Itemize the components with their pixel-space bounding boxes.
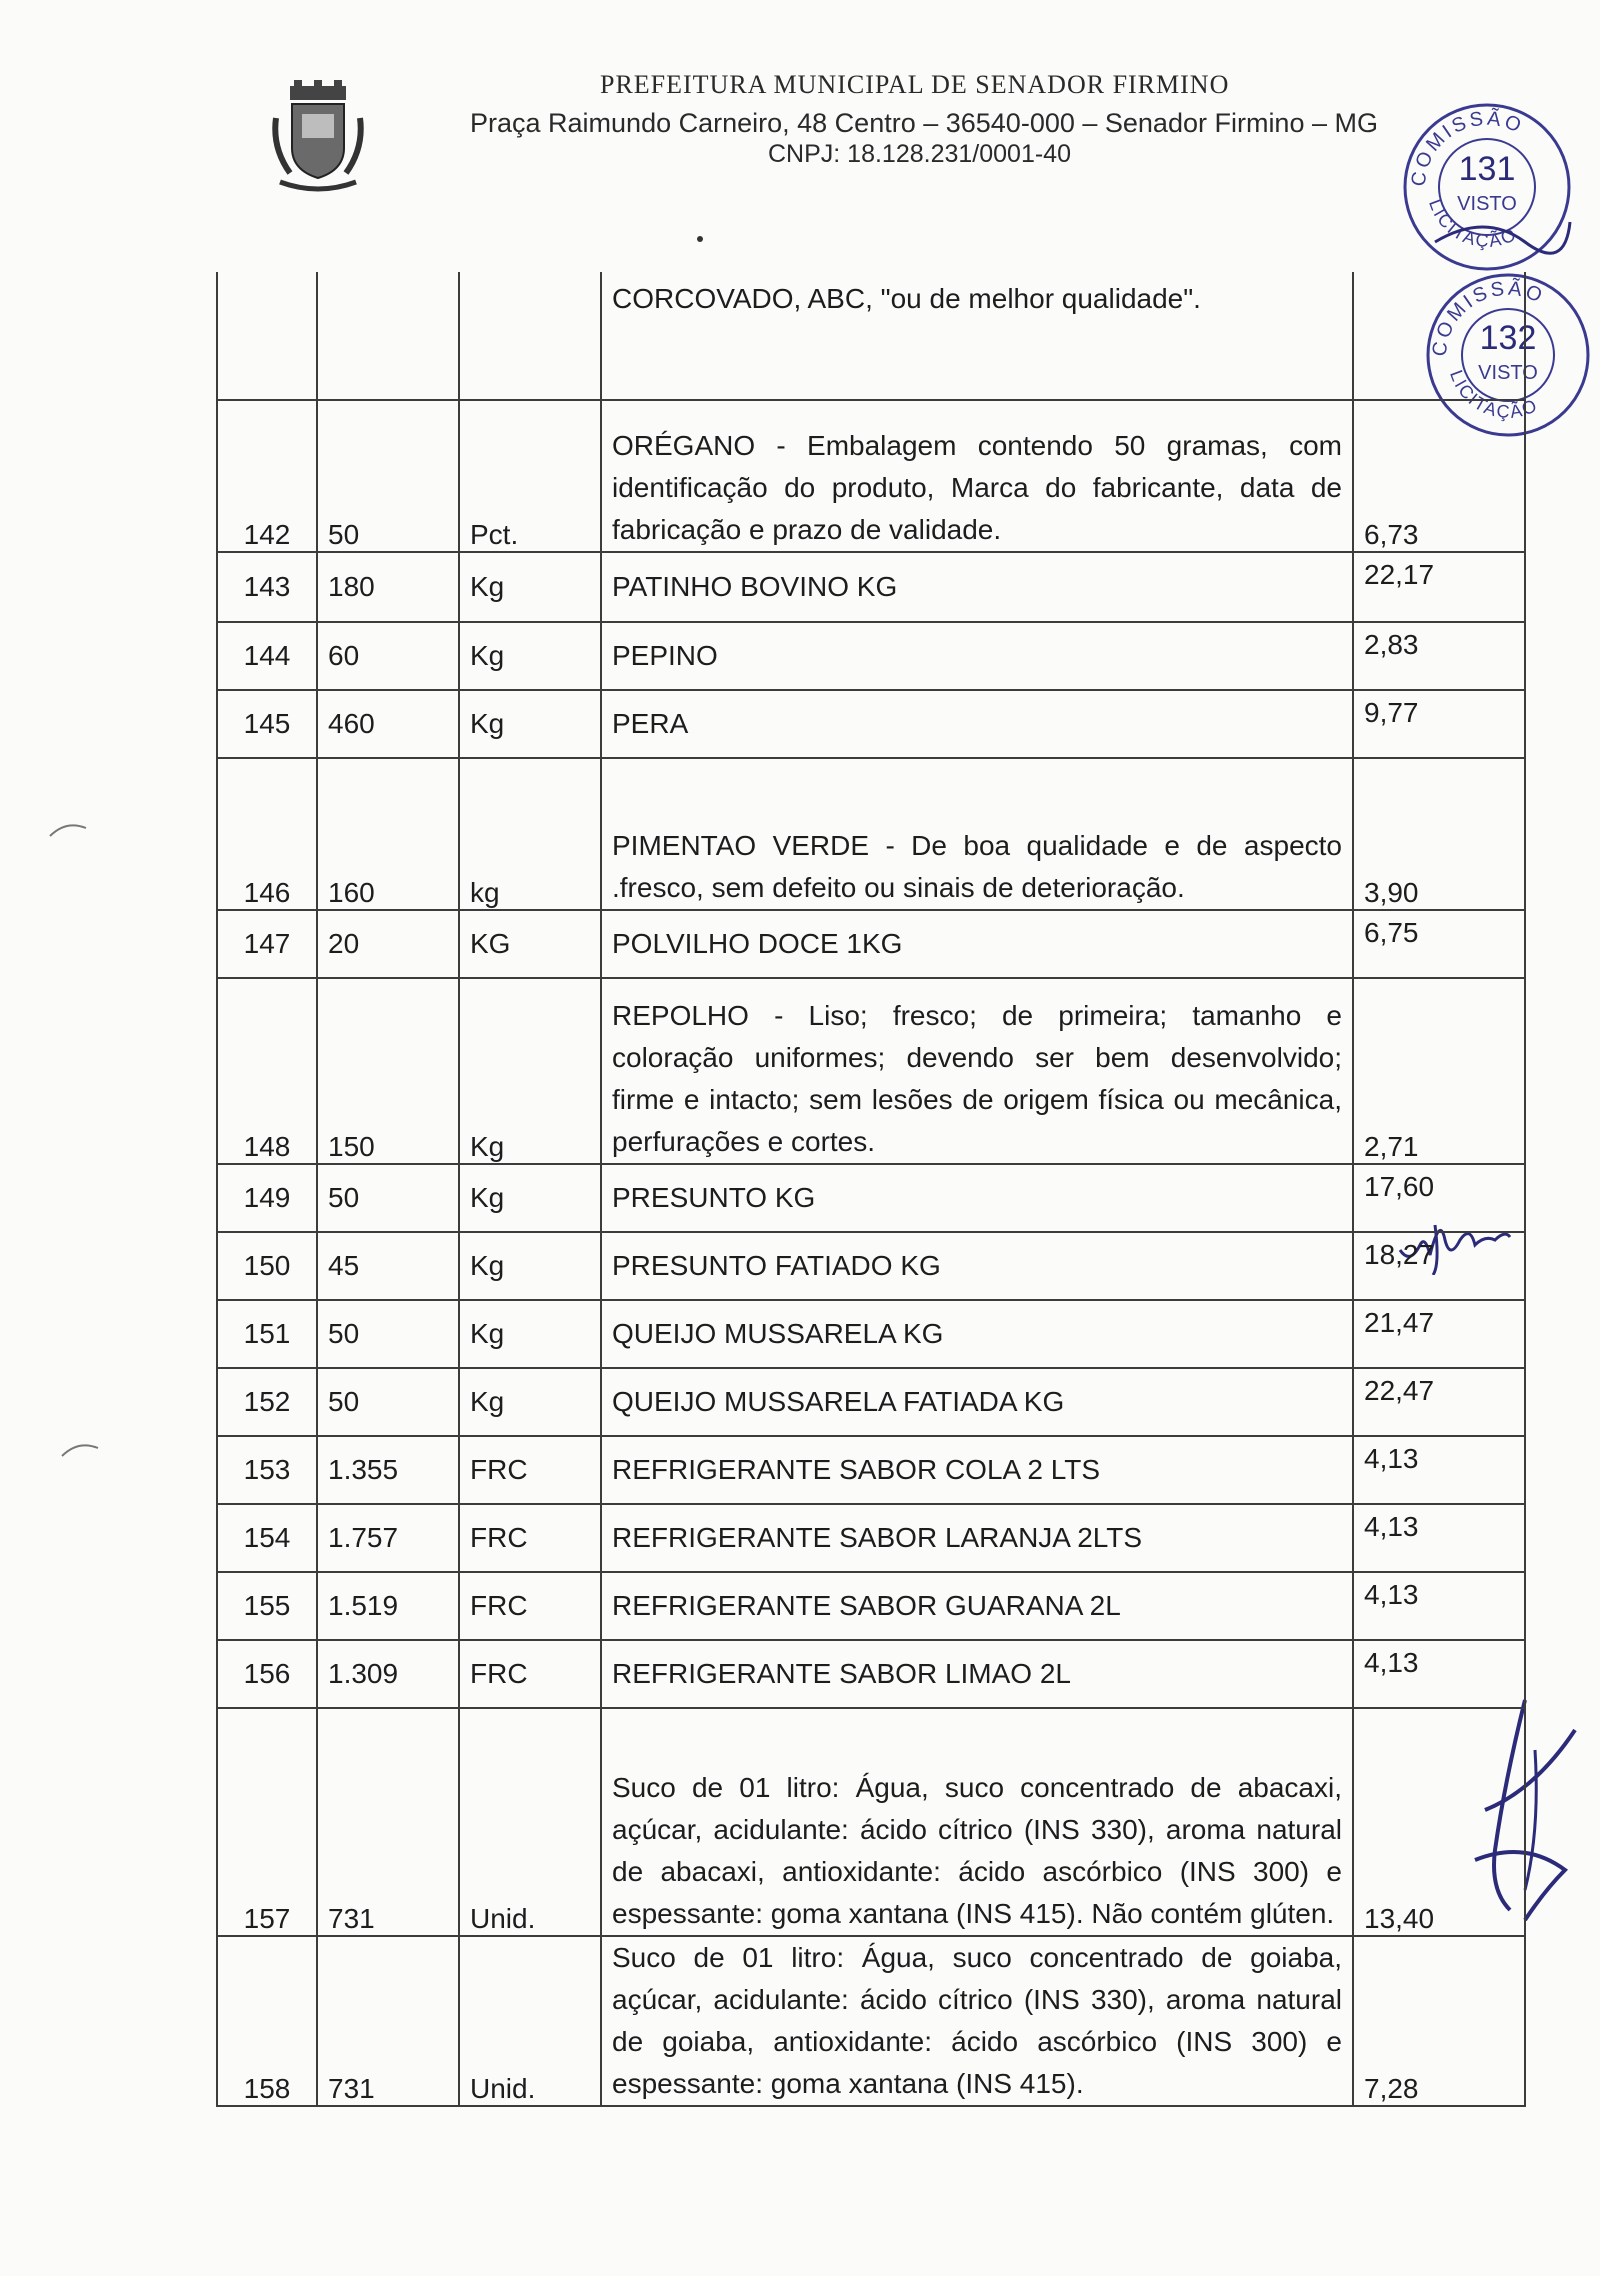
item-quantity: 50 <box>317 1300 459 1368</box>
item-quantity: 45 <box>317 1232 459 1300</box>
item-unit: Kg <box>459 978 601 1164</box>
item-quantity: 1.757 <box>317 1504 459 1572</box>
item-price: 6,73 <box>1353 400 1525 552</box>
municipality-address: Praça Raimundo Carneiro, 48 Centro – 36540-000 – Senador Firmino – MG <box>470 108 1378 138</box>
item-unit: Kg <box>459 1368 601 1436</box>
table-row <box>217 400 1525 552</box>
scan-mark-icon <box>60 1438 100 1458</box>
item-description: REFRIGERANTE SABOR COLA 2 LTS <box>601 1436 1353 1504</box>
item-description: PRESUNTO FATIADO KG <box>601 1232 1353 1300</box>
item-price: 2,83 <box>1353 622 1525 690</box>
item-unit: Unid. <box>459 1708 601 1936</box>
item-number: 154 <box>217 1504 317 1572</box>
table-row <box>217 1708 1525 1936</box>
table-row <box>217 1572 1525 1640</box>
item-number: 156 <box>217 1640 317 1708</box>
item-description: CORCOVADO, ABC, "ou de melhor qualidade". <box>601 272 1353 400</box>
item-description: PIMENTAO VERDE - De boa qualidade e de aspecto .fresco, sem defeito ou sinais de deterioração. <box>601 758 1353 910</box>
item-unit: FRC <box>459 1436 601 1504</box>
table-row <box>217 1436 1525 1504</box>
table-row <box>217 1232 1525 1300</box>
item-unit: Kg <box>459 690 601 758</box>
item-description: POLVILHO DOCE 1KG <box>601 910 1353 978</box>
stamp-top-text: COMISSÃO <box>1407 107 1527 188</box>
item-number: 150 <box>217 1232 317 1300</box>
item-unit: Unid. <box>459 1936 601 2106</box>
item-description: Suco de 01 litro: Água, suco concentrado de abacaxi, açúcar, acidulante: ácido cítrico (INS 330), aroma natural de abacaxi, antioxidante: ácido ascórbico (INS 300) e espessante: goma xantana (INS 415). Não contém glúten. <box>601 1708 1353 1936</box>
item-quantity: 50 <box>317 1164 459 1232</box>
item-number: 145 <box>217 690 317 758</box>
item-quantity: 731 <box>317 1708 459 1936</box>
item-price: 4,13 <box>1353 1504 1525 1572</box>
stamp-number: 131 <box>1458 150 1516 188</box>
item-number: 155 <box>217 1572 317 1640</box>
item-number: 143 <box>217 552 317 622</box>
municipal-crest-icon <box>268 78 368 198</box>
stamp-bottom-text: LICITAÇÃO <box>1424 196 1521 252</box>
item-unit: FRC <box>459 1504 601 1572</box>
item-number: 151 <box>217 1300 317 1368</box>
stamp-number: 132 <box>1479 319 1537 357</box>
item-quantity: 180 <box>317 552 459 622</box>
item-description: REPOLHO - Liso; fresco; de primeira; tamanho e coloração uniformes; devendo ser bem desenvolvido; firme e intacto; sem lesões de origem física ou mecânica, perfurações e cortes. <box>601 978 1353 1164</box>
item-price: 17,60 <box>1353 1164 1525 1232</box>
item-unit: Pct. <box>459 400 601 552</box>
continuation-row <box>217 272 1525 400</box>
item-description: REFRIGERANTE SABOR LARANJA 2LTS <box>601 1504 1353 1572</box>
item-quantity: 1.309 <box>317 1640 459 1708</box>
item-quantity: 50 <box>317 1368 459 1436</box>
item-unit: KG <box>459 910 601 978</box>
items-table <box>216 272 1526 2107</box>
item-description: PEPINO <box>601 622 1353 690</box>
item-unit: Kg <box>459 1300 601 1368</box>
municipality-title: PREFEITURA MUNICIPAL DE SENADOR FIRMINO <box>600 70 1230 99</box>
item-unit: Kg <box>459 622 601 690</box>
table-row <box>217 1300 1525 1368</box>
item-price: 3,90 <box>1353 758 1525 910</box>
item-quantity: 1.355 <box>317 1436 459 1504</box>
municipality-cnpj: CNPJ: 18.128.231/0001-40 <box>768 140 1071 168</box>
table-row <box>217 1368 1525 1436</box>
item-number: 152 <box>217 1368 317 1436</box>
item-quantity: 460 <box>317 690 459 758</box>
stamp-top-text: COMISSÃO <box>1428 277 1548 358</box>
item-number: 142 <box>217 400 317 552</box>
item-unit: FRC <box>459 1572 601 1640</box>
item-number: 147 <box>217 910 317 978</box>
item-price: 13,40 <box>1353 1708 1525 1936</box>
item-description: QUEIJO MUSSARELA KG <box>601 1300 1353 1368</box>
item-unit: kg <box>459 758 601 910</box>
item-description: QUEIJO MUSSARELA FATIADA KG <box>601 1368 1353 1436</box>
item-price: 7,28 <box>1353 1936 1525 2106</box>
item-quantity: 20 <box>317 910 459 978</box>
item-price: 4,13 <box>1353 1640 1525 1708</box>
item-number: 144 <box>217 622 317 690</box>
item-description: Suco de 01 litro: Água, suco concentrado de goiaba, açúcar, acidulante: ácido cítrico (INS 330), aroma natural de goiaba, antioxidante: ácido ascórbico (INS 300) e espessante: goma xantana (INS 415). <box>601 1936 1353 2106</box>
table-row <box>217 910 1525 978</box>
item-price: 4,13 <box>1353 1572 1525 1640</box>
item-unit: FRC <box>459 1640 601 1708</box>
table-row <box>217 1640 1525 1708</box>
item-number: 153 <box>217 1436 317 1504</box>
item-quantity: 731 <box>317 1936 459 2106</box>
item-price: 18,27 <box>1353 1232 1525 1300</box>
item-description: PERA <box>601 690 1353 758</box>
table-row <box>217 978 1525 1164</box>
item-quantity: 160 <box>317 758 459 910</box>
stamp-bottom-text: LICITAÇÃO <box>1445 367 1542 423</box>
item-number: 148 <box>217 978 317 1164</box>
stamp-middle-text: VISTO <box>1457 193 1517 215</box>
item-quantity: 1.519 <box>317 1572 459 1640</box>
stamp-middle-text: VISTO <box>1478 362 1538 384</box>
item-quantity: 50 <box>317 400 459 552</box>
scan-mark-icon <box>48 818 88 838</box>
ink-dot <box>697 236 703 242</box>
commission-stamp-131 <box>1395 92 1580 277</box>
item-quantity: 150 <box>317 978 459 1164</box>
table-row <box>217 1504 1525 1572</box>
table-row <box>217 552 1525 622</box>
letterhead <box>0 0 1600 200</box>
item-unit: Kg <box>459 1232 601 1300</box>
table-row <box>217 1936 1525 2106</box>
table-row <box>217 758 1525 910</box>
item-number: 157 <box>217 1708 317 1936</box>
item-description: REFRIGERANTE SABOR GUARANA 2L <box>601 1572 1353 1640</box>
item-description: PATINHO BOVINO KG <box>601 552 1353 622</box>
item-quantity: 60 <box>317 622 459 690</box>
item-price: 21,47 <box>1353 1300 1525 1368</box>
item-price: 22,47 <box>1353 1368 1525 1436</box>
table-row <box>217 690 1525 758</box>
table-row <box>217 1164 1525 1232</box>
item-price: 9,77 <box>1353 690 1525 758</box>
item-price: 2,71 <box>1353 978 1525 1164</box>
item-price: 6,75 <box>1353 910 1525 978</box>
item-unit: Kg <box>459 552 601 622</box>
item-price: 4,13 <box>1353 1436 1525 1504</box>
item-number: 158 <box>217 1936 317 2106</box>
table-row <box>217 622 1525 690</box>
item-description: ORÉGANO - Embalagem contendo 50 gramas, com identificação do produto, Marca do fabricante, data de fabricação e prazo de validade. <box>601 400 1353 552</box>
item-number: 146 <box>217 758 317 910</box>
item-description: PRESUNTO KG <box>601 1164 1353 1232</box>
item-number: 149 <box>217 1164 317 1232</box>
item-description: REFRIGERANTE SABOR LIMAO 2L <box>601 1640 1353 1708</box>
item-price: 22,17 <box>1353 552 1525 622</box>
item-unit: Kg <box>459 1164 601 1232</box>
